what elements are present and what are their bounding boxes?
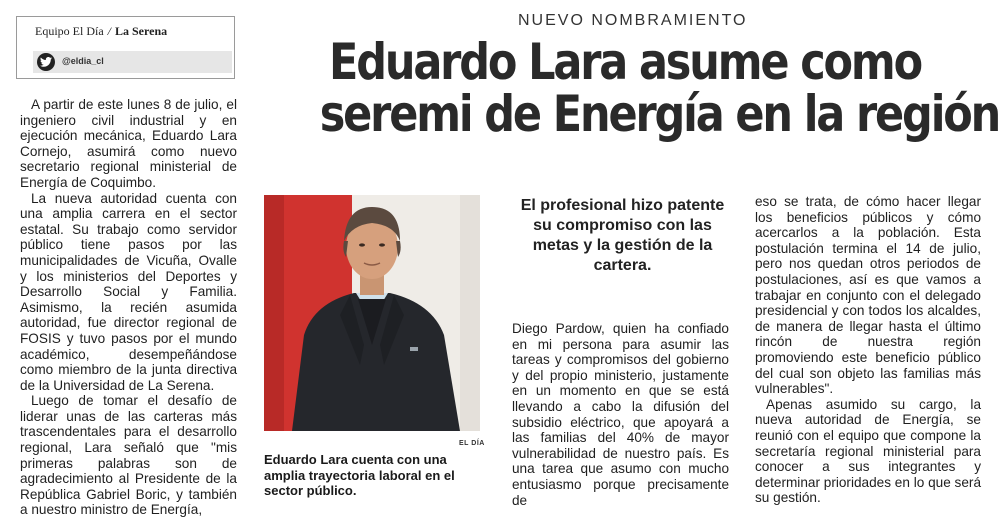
portrait-photo <box>264 195 480 431</box>
photo-caption: Eduardo Lara cuenta con una amplia trayectoria laboral en el sector público. <box>264 452 455 498</box>
paragraph: Diego Pardow, quien ha confiado en mi persona para asumir las tareas y compromisos del gobierno y del propio ministerio, justamente en un momento en que se está llevando a cabo la difusión del subsidio eléctrico, que apoyará a las familias del 40% de mayor vulnerabilidad de nuestro país. Es una tarea que asumo con mucho entusiasmo porque precisamente de <box>512 321 729 508</box>
kicker: NUEVO NOMBRAMIENTO <box>518 12 748 29</box>
paragraph: Apenas asumido su cargo, la nueva autoridad de Energía, se reunió con el equipo que compone la secretaría regional ministerial para conocer a sus integrantes y determinar prioridades en lo que será su gestión. <box>755 396 981 506</box>
twitter-bird-icon <box>37 53 55 71</box>
paragraph: A partir de este lunes 8 de julio, el ingeniero civil industrial y en ejecución mecánica, Eduardo Lara Cornejo, asumirá como nuevo secretario regional ministerial de Energía de Coquimbo. <box>20 97 237 190</box>
article-column-3 <box>512 321 729 508</box>
byline-location: La Serena <box>115 24 168 38</box>
deck: El profesional hizo patente su compromiso con las metas y la gestión de la cartera. <box>520 197 725 274</box>
article-column-1 <box>20 97 237 518</box>
twitter-bar[interactable] <box>33 51 232 73</box>
paragraph: Luego de tomar el desafío de liderar unas de las carteras más trascendentales para el desarrollo regional, Lara señaló que "mis primeras palabras son de agradecimiento al Presidente de la República Gabriel Boric, y también a nuestro ministro de Energía, <box>20 393 237 518</box>
headline <box>319 33 1000 143</box>
headline-line-2: seremi de Energía en la región <box>319 85 1000 143</box>
portrait-illustration <box>264 195 480 431</box>
paragraph: La nueva autoridad cuenta con una amplia carrera en el sector estatal. Su trabajo como servidor público tiene pasos por las municipalidades de Vicuña, Ovalle y los ministerios del Deportes y Desarrollo Social y Familia. Asimismo, la recién asumida autoridad, fue director regional de FOSIS y tuvo pasos por el mundo académico, desempeñándose como miembro de la junta directiva de la Universidad de La Serena. <box>20 190 237 393</box>
twitter-handle[interactable]: @eldia_cl <box>62 56 104 66</box>
byline-box <box>16 16 235 79</box>
byline <box>35 24 167 39</box>
byline-team: Equipo El Día <box>35 24 104 38</box>
byline-separator: / <box>107 24 111 38</box>
photo-credit: EL DÍA <box>459 440 485 447</box>
article-column-4 <box>755 194 981 506</box>
paragraph: eso se trata, de cómo hacer llegar los beneficios públicos y cómo acercarlos a la población. Esta postulación termina el 14 de julio, pero nos quedan otros periodos de postulaciones, así es que vamos a trabajar en conjunto con el delegado presidencial y con todos los alcaldes, de manera de llegar hasta el último rincón de nuestra región promoviendo este beneficio público del cual son objeto las familias más vulnerables". <box>755 194 981 397</box>
headline-line-1: Eduardo Lara asume como <box>328 33 921 91</box>
